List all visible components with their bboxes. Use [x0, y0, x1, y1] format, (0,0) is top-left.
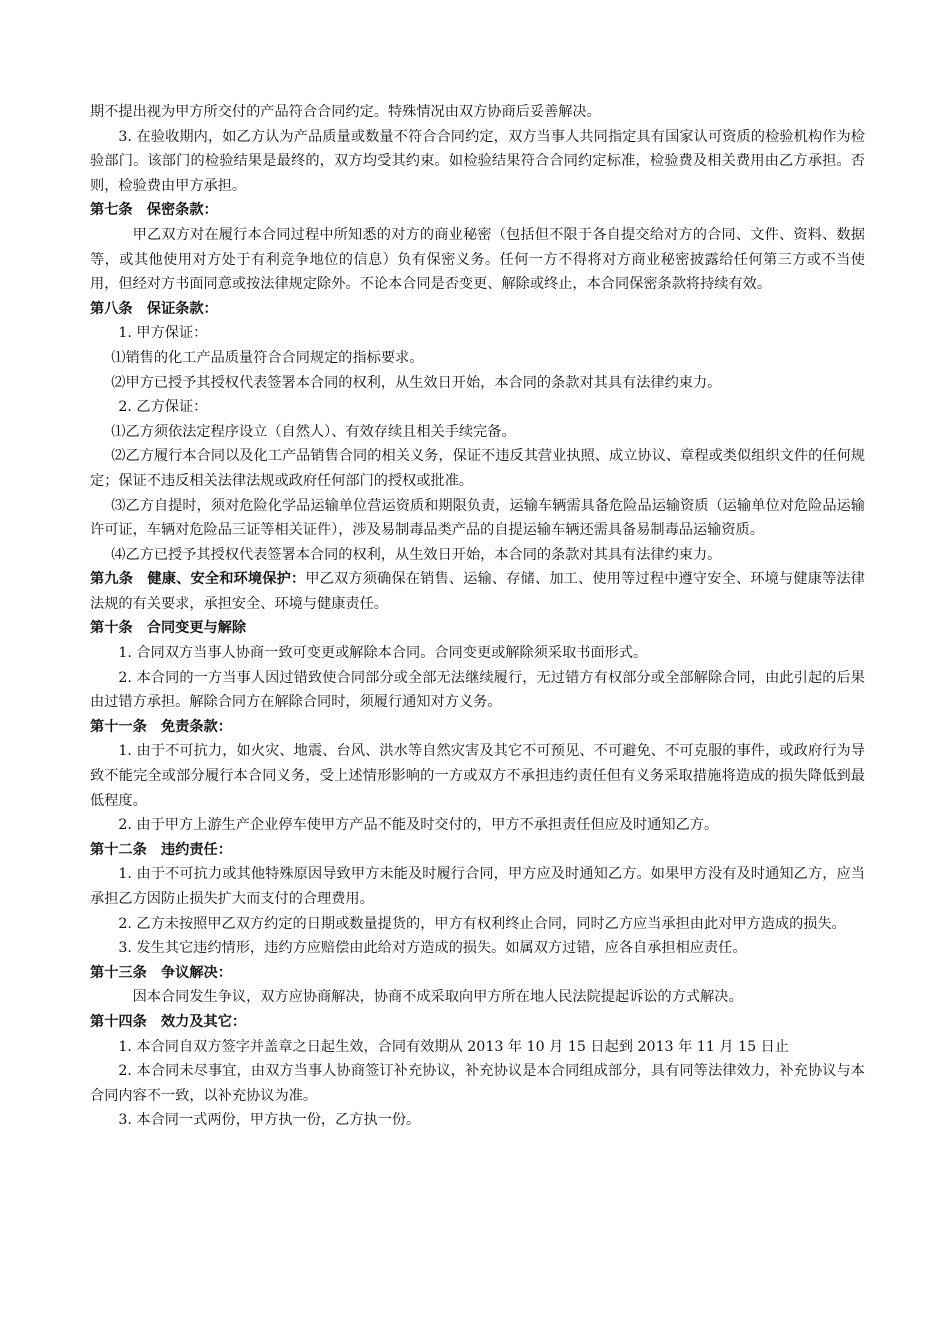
- s8-item-1: 1. 甲方保证：: [118, 325, 208, 342]
- s8-item-1-2: ⑵甲方已授予其授权代表签署本合同的权利，从生效日开始，本合同的条款对其具有法律约束力。: [111, 374, 722, 391]
- s14-item-2: 2. 本合同未尽事宜，由双方当事人协商签订补充协议，补充协议是本合同组成部分，具有同等法律效力，补充协议与本合同内容不一致，以补充协议为准。: [90, 1063, 865, 1104]
- s10-heading: 第十条 合同变更与解除: [90, 620, 247, 637]
- s11-item-2: 2. 由于甲方上游生产企业停车使甲方产品不能及时交付的，甲方不承担责任但应及时通知乙方。: [118, 817, 719, 834]
- s14-item-1: 1. 本合同自双方签字并盖章之日起生效，合同有效期从 2013 年 10 月 15 日起到 2013 年 11 月 15 日止: [118, 1038, 789, 1055]
- s11-item-1: 1. 由于不可抗力，如火灾、地震、台风、洪水等自然灾害及其它不可预见、不可避免、不可克服的事件，或政府行为导致不能完全或部分履行本合同义务，受上述情形影响的一方或双方不承担违约责任但有义务采取措施将造成的损失降低到最低程度。: [90, 743, 865, 809]
- s8-item-2: 2. 乙方保证：: [118, 399, 208, 416]
- s8-item-1-1: ⑴销售的化工产品质量符合合同规定的指标要求。: [111, 349, 424, 366]
- s10-item-1: 1. 合同双方当事人协商一致可变更或解除本合同。合同变更或解除须采取书面形式。: [118, 645, 648, 662]
- s13-heading: 第十三条 争议解决：: [90, 964, 232, 981]
- s8-item-2-4: ⑷乙方已授予其授权代表签署本合同的权利，从生效日开始，本合同的条款对其具有法律约束力。: [111, 546, 722, 563]
- s9-heading: 第九条 健康、安全和环境保护：: [90, 571, 306, 588]
- s8-item-2-1: ⑴乙方须依法定程序设立（自然人）、有效存续且相关手续完备。: [111, 423, 516, 440]
- s8-item-2-3: ⑶乙方自提时，须对危险化学品运输单位营运资质和期限负责，运输车辆需具备危险品运输资质（运输单位对危险品运输许可证，车辆对危险品三证等相关证件），涉及易制毒品类产品的自提运输车辆还需具备易制毒品运输资质。: [90, 497, 865, 539]
- s9-body: 甲乙双方须确保在销售、运输、存储、加工、使用等过程中遵守安全、环境与健康等法律法规的有关要求，承担安全、环境与健康责任。: [90, 571, 865, 612]
- s10-item-2: 2. 本合同的一方当事人因过错致使合同部分或全部无法继续履行，无过错方有权部分或全部解除合同，由此引起的后果由过错方承担。解除合同方在解除合同时，须履行通知对方义务。: [90, 669, 865, 711]
- s7-body: 甲乙双方对在履行本合同过程中所知悉的对方的商业秘密（包括但不限于各自提交给对方的合同、文件、资料、数据等，或其他使用对方处于有利竞争地位的信息）负有保密义务。任何一方不得将对方商业秘密披露给任何第三方或不当使用，但经对方书面同意或按法律规定除外。不论本合同是否变更、解除或终止，本合同保密条款将持续有效。: [90, 226, 865, 293]
- s8-item-2-2: ⑵乙方履行本合同以及化工产品销售合同的相关义务，保证不违反其营业执照、成立协议、章程或类似组织文件的任何规定；保证不违反相关法律法规或政府任何部门的授权或批准。: [90, 448, 865, 489]
- s12-heading: 第十二条 违约责任：: [90, 841, 232, 858]
- s11-heading: 第十一条 免责条款：: [90, 718, 232, 735]
- s9-paragraph: [90, 567, 865, 616]
- contract-page: [90, 100, 865, 1133]
- s6-item-3: 3. 在验收期内，如乙方认为产品质量或数量不符合合同约定，双方当事人共同指定具有国家认可资质的检验机构作为检验部门。该部门的检验结果是最终的，双方均受其约束。如检验结果符合合同约定标准，检验费及相关费用由乙方承担。否则，检验费由甲方承担。: [90, 128, 865, 194]
- s14-item-3: 3. 本合同一式两份，甲方执一份，乙方执一份。: [118, 1112, 421, 1129]
- s7-heading: 第七条 保密条款：: [90, 202, 218, 219]
- s8-heading: 第八条 保证条款：: [90, 300, 218, 317]
- s6-tail-text: 期不提出视为甲方所交付的产品符合合同约定。特殊情况由双方协商后妥善解决。: [90, 104, 601, 120]
- s12-item-1: 1. 由于不可抗力或其他特殊原因导致甲方未能及时履行合同，甲方应及时通知乙方。如果甲方没有及时通知乙方，应当承担乙方因防止损失扩大而支付的合理费用。: [90, 866, 865, 907]
- s12-item-3: 3. 发生其它违约情形，违约方应赔偿由此给对方造成的损失。如属双方过错，应各自承担相应责任。: [118, 940, 747, 957]
- s13-body: 因本合同发生争议，双方应协商解决，协商不成采取向甲方所在地人民法院提起诉讼的方式解决。: [132, 989, 743, 1006]
- s14-heading: 第十四条 效力及其它：: [90, 1013, 247, 1030]
- s12-item-2: 2. 乙方未按照甲乙双方约定的日期或数量提货的，甲方有权利终止合同，同时乙方应当承担由此对甲方造成的损失。: [118, 915, 846, 932]
